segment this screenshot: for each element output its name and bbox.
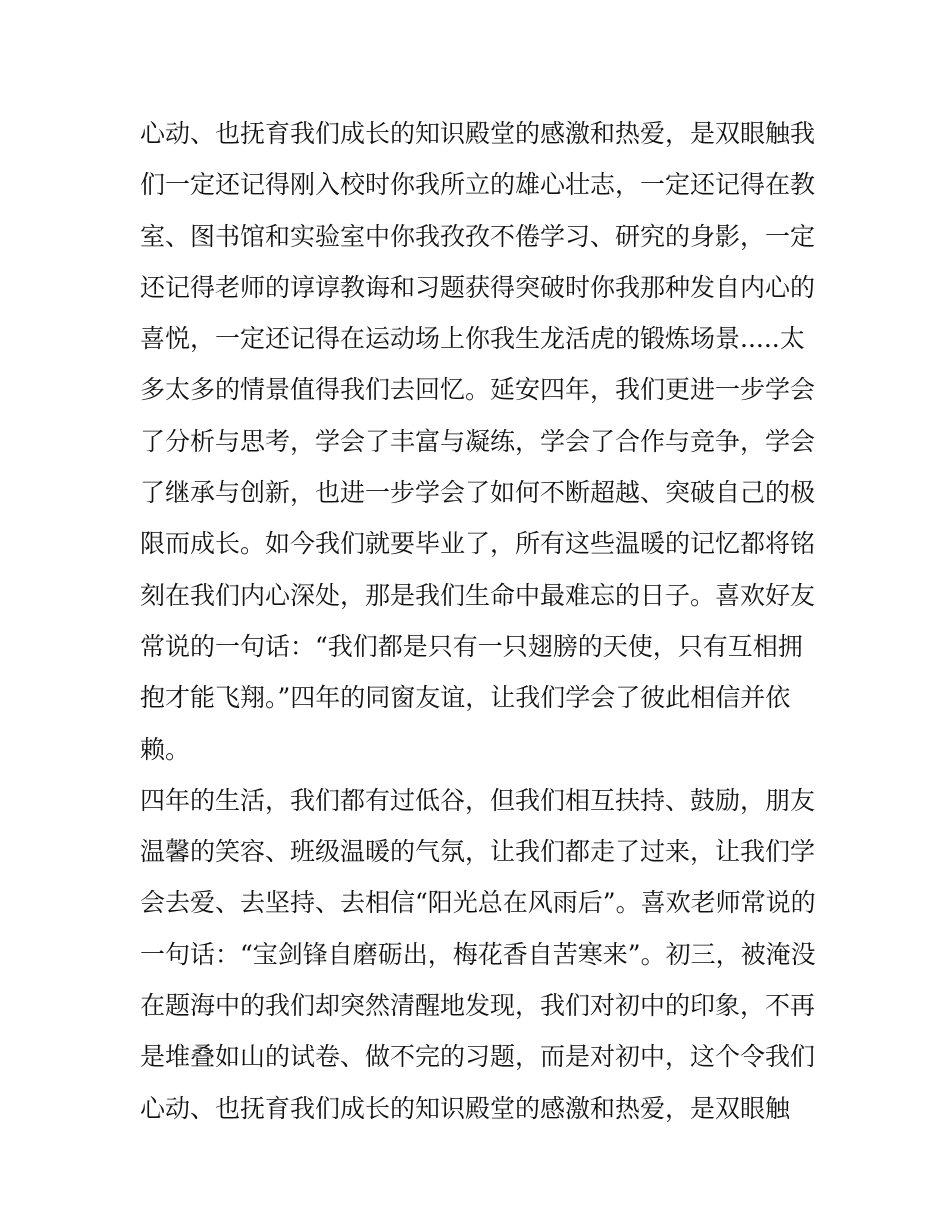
text-line-16: 会去爱、去坚持、去相信“阳光总在风雨后”。喜欢老师常说的 <box>140 888 816 918</box>
body-text <box>140 108 820 1134</box>
text-line-17: 一句话：“宝剑锋自磨砺出，梅花香自苦寒来”。初三，被淹没 <box>140 939 816 969</box>
text-line-8: 了继承与创新，也进一步学会了如何不断超越、突破自己的极 <box>140 478 816 508</box>
text-line-6: 多太多的情景值得我们去回忆。延安四年，我们更进一步学会 <box>140 375 816 405</box>
text-line-10: 刻在我们内心深处，那是我们生命中最难忘的日子。喜欢好友 <box>140 580 816 610</box>
text-line-14: 四年的生活，我们都有过低谷，但我们相互扶持、鼓励，朋友 <box>140 785 816 815</box>
text-line-3: 室、图书馆和实验室中你我孜孜不倦学习、研究的身影，一定 <box>140 221 816 251</box>
text-line-4: 还记得老师的谆谆教诲和习题获得突破时你我那种发自内心的 <box>140 272 816 302</box>
text-line-19: 是堆叠如山的试卷、做不完的习题，而是对初中，这个令我们 <box>140 1042 816 1072</box>
text-line-11: 常说的一句话：“我们都是只有一只翅膀的天使，只有互相拥 <box>140 631 803 661</box>
text-line-12: 抱才能飞翔。”四年的同窗友谊，让我们学会了彼此相信并依 <box>140 683 791 713</box>
text-line-20: 心动、也抚育我们成长的知识殿堂的感激和热爱，是双眼触 <box>140 1093 791 1123</box>
text-line-9: 限而成长。如今我们就要毕业了，所有这些温暖的记忆都将铭 <box>140 529 816 559</box>
text-line-7: 了分析与思考，学会了丰富与凝练，学会了合作与竞争，学会 <box>140 426 816 456</box>
text-line-15: 温馨的笑容、班级温暖的气氛，让我们都走了过来，让我们学 <box>140 837 816 867</box>
text-line-5: 喜悦，一定还记得在运动场上你我生龙活虎的锻炼场景.....太 <box>140 324 805 354</box>
text-line-2: 们一定还记得刚入校时你我所立的雄心壮志，一定还记得在教 <box>140 170 816 200</box>
text-line-13: 赖。 <box>140 734 191 764</box>
text-line-18: 在题海中的我们却突然清醒地发现，我们对初中的印象，不再 <box>140 991 816 1021</box>
text-line-1: 心动、也抚育我们成长的知识殿堂的感激和热爱，是双眼触我 <box>140 119 816 148</box>
